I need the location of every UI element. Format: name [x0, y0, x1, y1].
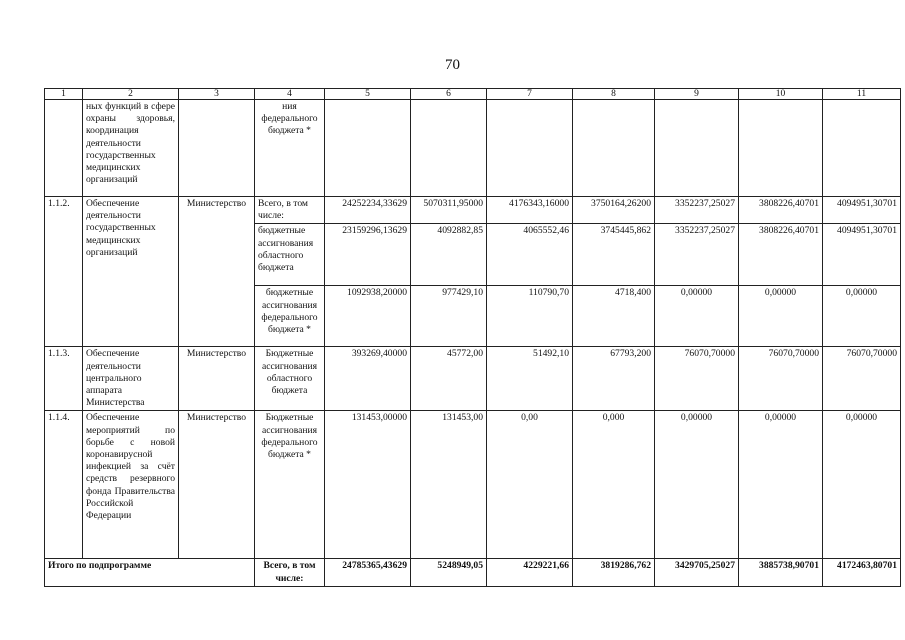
total-label: Итого по подпрограмме: [45, 559, 255, 586]
value-cell: [823, 100, 901, 197]
header-cell: 11: [823, 89, 901, 100]
activity-name-cell: ных функций в сфере охраны здоровья, координация деятельности государственных медицинских организаций: [83, 100, 179, 197]
funding-source-cell: бюджетные ассигнования областного бюджета: [255, 224, 325, 286]
total-value-cell: 4172463,80701: [823, 559, 901, 586]
total-value-cell: 3885738,90701: [739, 559, 823, 586]
row-number-cell: 1.1.3.: [45, 347, 83, 411]
value-cell: [411, 100, 487, 197]
value-cell: 4094951,30701: [823, 197, 901, 224]
value-cell: 3352237,25027: [655, 224, 739, 286]
value-cell: 0,00000: [655, 411, 739, 559]
value-cell: 131453,00000: [325, 411, 411, 559]
value-cell: 76070,70000: [655, 347, 739, 411]
value-cell: 3745445,862: [573, 224, 655, 286]
value-cell: 0,00000: [823, 286, 901, 347]
total-row: [45, 559, 901, 586]
executor-cell: [179, 100, 255, 197]
value-cell: 3750164,26200: [573, 197, 655, 224]
header-cell: 7: [487, 89, 573, 100]
table-row: [45, 197, 901, 224]
value-cell: 0,000: [573, 411, 655, 559]
value-cell: 131453,00: [411, 411, 487, 559]
value-cell: 76070,70000: [739, 347, 823, 411]
value-cell: [573, 100, 655, 197]
table-row: [45, 411, 901, 559]
value-cell: 977429,10: [411, 286, 487, 347]
value-cell: 3808226,40701: [739, 197, 823, 224]
value-cell: 4718,400: [573, 286, 655, 347]
value-cell: 4176343,16000: [487, 197, 573, 224]
page-number: 70: [445, 57, 460, 73]
funding-source-cell: ния федерального бюджета *: [255, 100, 325, 197]
value-cell: [739, 100, 823, 197]
header-cell: 2: [83, 89, 179, 100]
total-value-cell: 24785365,43629: [325, 559, 411, 586]
header-cell: 10: [739, 89, 823, 100]
value-cell: 4092882,85: [411, 224, 487, 286]
value-cell: 4065552,46: [487, 224, 573, 286]
value-cell: 24252234,33629: [325, 197, 411, 224]
funding-source-cell: Бюджетные ассигнования федерального бюджета *: [255, 411, 325, 559]
executor-cell: Министерство: [179, 347, 255, 411]
header-cell: 3: [179, 89, 255, 100]
row-number-cell: 1.1.4.: [45, 411, 83, 559]
value-cell: [487, 100, 573, 197]
value-cell: 67793,200: [573, 347, 655, 411]
activity-name-cell: Обеспечение мероприятий по борьбе с новой коронавирусной инфекцией за счёт средств резервного фонда Правительства Российской Федерации: [83, 411, 179, 559]
total-value-cell: 3819286,762: [573, 559, 655, 586]
header-cell: 6: [411, 89, 487, 100]
header-cell: 4: [255, 89, 325, 100]
value-cell: [325, 100, 411, 197]
table-row: [45, 100, 901, 197]
value-cell: 76070,70000: [823, 347, 901, 411]
value-cell: 3352237,25027: [655, 197, 739, 224]
value-cell: [655, 100, 739, 197]
activity-name-cell: Обеспечение деятельности центрального аппарата Министерства: [83, 347, 179, 411]
value-cell: 23159296,13629: [325, 224, 411, 286]
row-number-cell: [45, 100, 83, 197]
funding-source-cell: Всего, в том числе:: [255, 559, 325, 586]
value-cell: 110790,70: [487, 286, 573, 347]
value-cell: 5070311,95000: [411, 197, 487, 224]
value-cell: 51492,10: [487, 347, 573, 411]
total-value-cell: 5248949,05: [411, 559, 487, 586]
executor-cell: Министерство: [179, 411, 255, 559]
value-cell: 45772,00: [411, 347, 487, 411]
value-cell: 0,00000: [739, 286, 823, 347]
header-cell: 9: [655, 89, 739, 100]
value-cell: 3808226,40701: [739, 224, 823, 286]
value-cell: 393269,40000: [325, 347, 411, 411]
funding-source-cell: Всего, в том числе:: [255, 197, 325, 224]
total-value-cell: 4229221,66: [487, 559, 573, 586]
value-cell: 0,00000: [739, 411, 823, 559]
budget-table: [44, 88, 901, 587]
header-cell: 5: [325, 89, 411, 100]
value-cell: 0,00000: [823, 411, 901, 559]
activity-name-cell: Обеспечение деятельности государственных медицинских организаций: [83, 197, 179, 347]
row-number-cell: 1.1.2.: [45, 197, 83, 347]
value-cell: 0,00: [487, 411, 573, 559]
total-value-cell: 3429705,25027: [655, 559, 739, 586]
value-cell: 1092938,20000: [325, 286, 411, 347]
table-row: [45, 347, 901, 411]
header-row: [45, 89, 901, 100]
funding-source-cell: Бюджетные ассигнования областного бюджета: [255, 347, 325, 411]
header-cell: 8: [573, 89, 655, 100]
executor-cell: Министерство: [179, 197, 255, 347]
value-cell: 0,00000: [655, 286, 739, 347]
funding-source-cell: бюджетные ассигнования федерального бюджета *: [255, 286, 325, 347]
header-cell: 1: [45, 89, 83, 100]
value-cell: 4094951,30701: [823, 224, 901, 286]
